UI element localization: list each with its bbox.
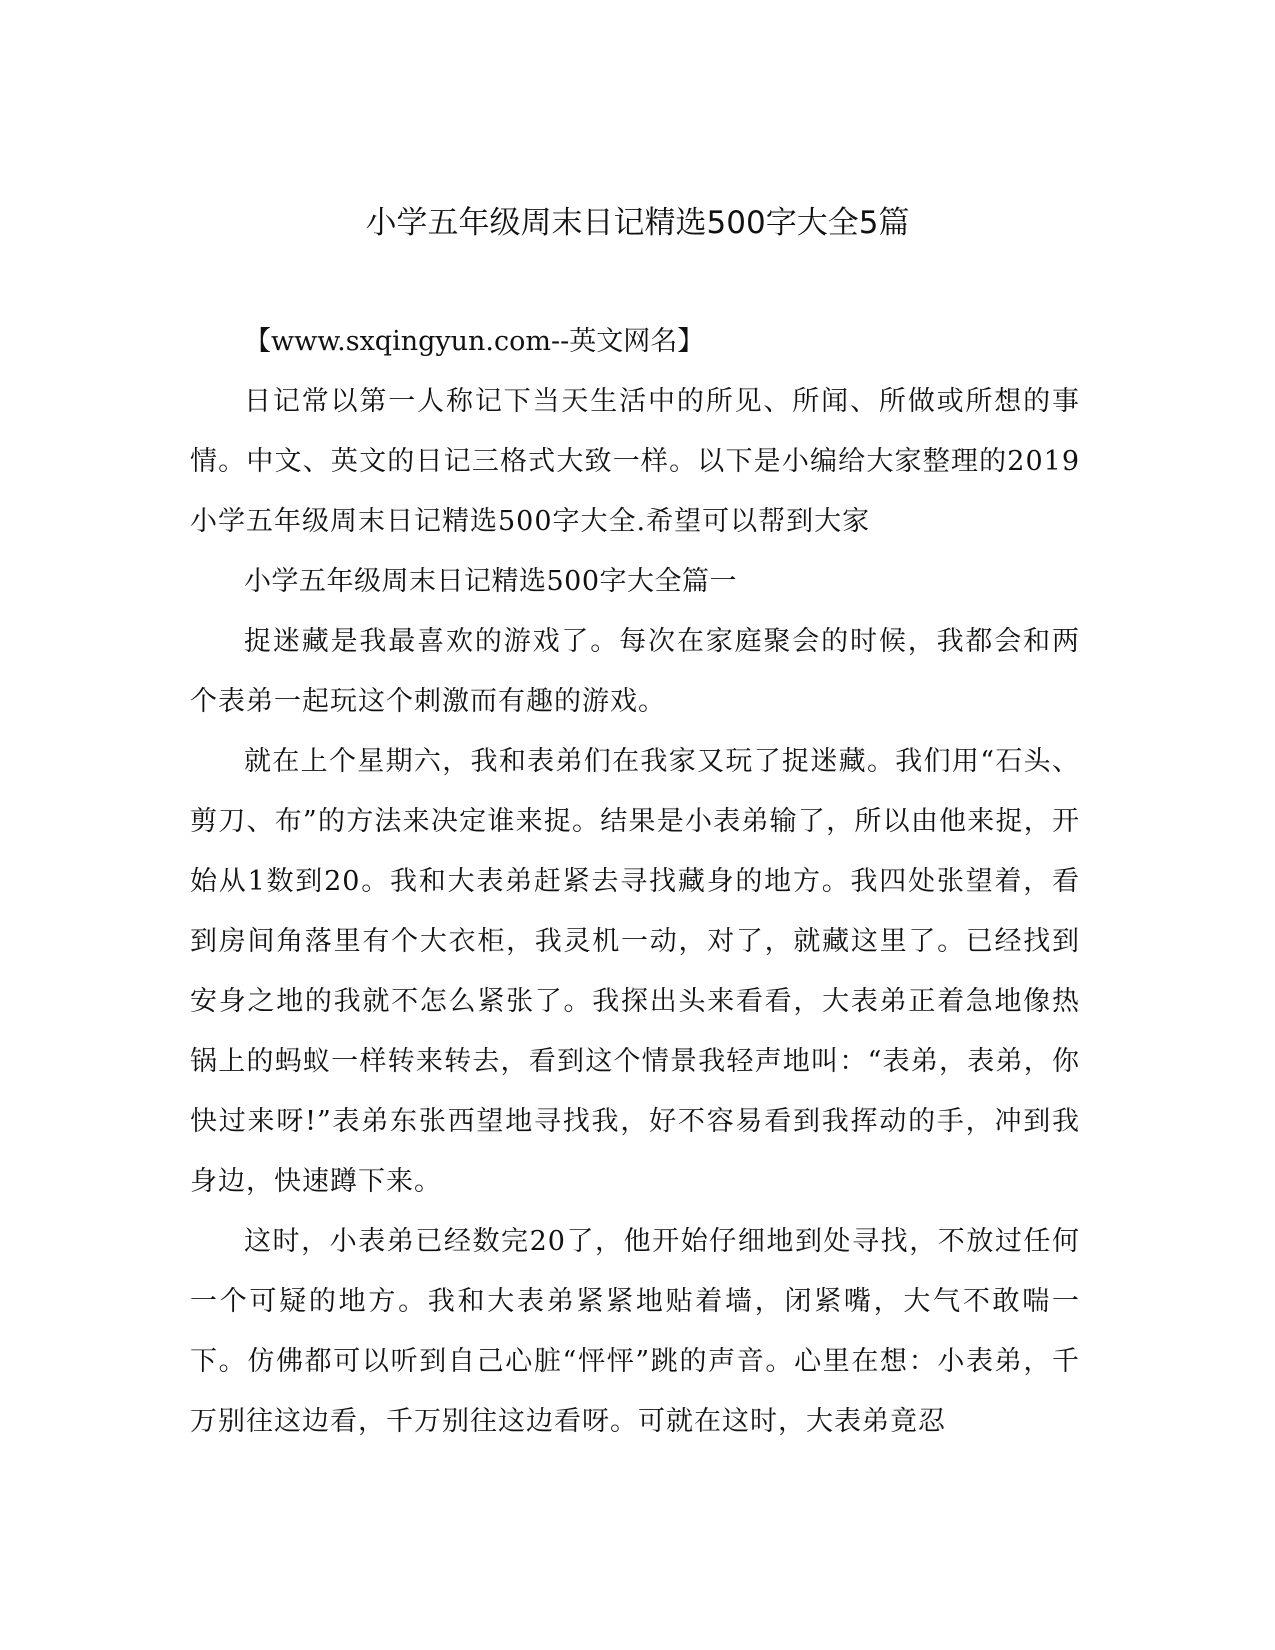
section-heading: 小学五年级周末日记精选500字大全篇一 [244, 566, 738, 597]
intro-paragraph: 日记常以第一人称记下当天生活中的所见、所闻、所做或所想的事情。中文、英文的日记三格式大致一样。以下是小编给大家整理的2019小学五年级周末日记精选500字大全.希望可以帮到大家 [190, 386, 1080, 537]
body-paragraph: 捉迷藏是我最喜欢的游戏了。每次在家庭聚会的时候，我都会和两个表弟一起玩这个刺激而有趣的游戏。 [190, 626, 1080, 717]
source-line: 【www.sxqingyun.com--英文网名】 [244, 326, 705, 357]
body-paragraph: 这时，小表弟已经数完20了，他开始仔细地到处寻找，不放过任何一个可疑的地方。我和大表弟紧紧地贴着墙，闭紧嘴，大气不敢喘一下。仿佛都可以听到自己心脏“怦怦”跳的声音。心里在想：小表弟，千万别往这边看，千万别往这边看呀。可就在这时，大表弟竟忍 [190, 1226, 1080, 1437]
document-title: 小学五年级周末日记精选500字大全5篇 [365, 205, 910, 241]
document-body [190, 312, 1080, 1452]
body-paragraph: 就在上个星期六，我和表弟们在我家又玩了捉迷藏。我们用“石头、剪刀、布”的方法来决定谁来捉。结果是小表弟输了，所以由他来捉，开始从1数到20。我和大表弟赶紧去寻找藏身的地方。我四处张望着，看到房间角落里有个大衣柜，我灵机一动，对了，就藏这里了。已经找到安身之地的我就不怎么紧张了。我探出头来看看，大表弟正着急地像热锅上的蚂蚁一样转来转去，看到这个情景我轻声地叫：“表弟，表弟，你快过来呀!”表弟东张西望地寻找我，好不容易看到我挥动的手，冲到我身边，快速蹲下来。 [190, 746, 1080, 1197]
